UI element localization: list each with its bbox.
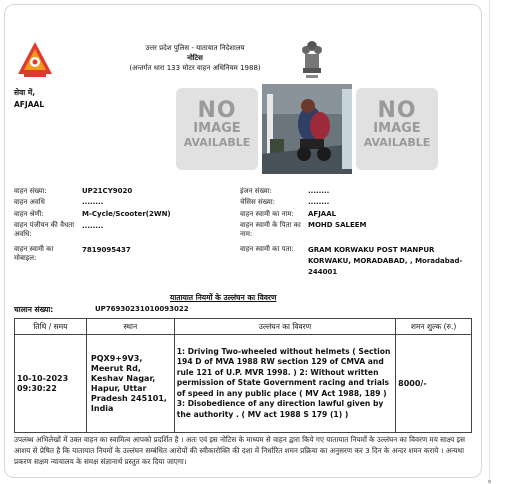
vehicle-period-value: ........ [82,198,104,206]
owner-mobile-label: वाहन स्वामी का मोबाइल: [14,245,54,262]
national-emblem-icon [300,38,324,82]
recipient-name: AFJAAL [14,100,45,109]
notice-footer-text: उपलब्ध अभिलेखों में उक्त वाहन का स्वामित्व आपको प्रदर्शित है । अतः एवं इस नोटिस के माध्यम से वाहन द्वारा किये गए यातायात नियमों के उल्लंघन का विवरण मय साक्ष्य इस आशय से प्रेषित है कि यातायात नियमों के उल्लंघन सम्बंधित आरोपों की स्वीकारोक्ति की दशा में निर्धारित शमन प्रक्रिया का अनुसरण कर 3 दिन के अन्दर शमन कराये । अन्यथा प्रकरण सक्षम न्यायालय के समक्ष संज्ञानार्थ प्रस्तुत कर दिया जाएगा। [14,435,465,466]
notice-title: नोटिस [187,54,203,62]
table-header-row [15,319,472,335]
no-image-placeholder-left: NO IMAGE AVAILABLE [176,88,258,170]
vehicle-number-label: वाहन संख्या: [14,187,47,195]
evidence-photo [262,84,352,174]
owner-address-label: वाहन स्वामी का पता: [240,245,294,253]
chassis-number-label: चेसिस संख्या: [240,198,276,206]
vehicle-category-label: वाहन श्रेणी: [14,210,44,218]
chassis-number-value: ........ [308,198,330,206]
challan-number-value: UP76930231010093022 [95,305,189,313]
up-police-logo-icon [16,40,54,78]
owner-name-value: AFJAAL [308,210,337,218]
engine-number-label: इंजन संख्या: [240,187,272,195]
col-fee-header: शमन शुल्क (रु.) [396,319,472,335]
violation-section-heading: यातायात नियमों के उल्लंघन का विवरण [170,293,277,302]
registration-validity-label: वाहन पंजीयन की वैधता अवधि: [14,221,75,238]
col-datetime-header: तिथि / समय [15,319,87,335]
notice-section: (अन्तर्गत धारा 133 मोटर वाहन अधिनियम 1988) [129,64,261,72]
vehicle-category-value: M-Cycle/Scooter(2WN) [82,210,171,218]
owner-address-value: GRAM KORWAKU POST MANPUR KORWAKU, MORADABAD, , Moradabad-244001 [308,246,463,276]
owner-name-label: वाहन स्वामी का नाम: [240,210,294,218]
vehicle-number-value: UP21CY9020 [82,187,133,195]
col-violation-header: उल्लंघन का विवरण [174,319,395,335]
owner-mobile-value: 7819095437 [82,246,131,254]
engine-number-value: ........ [308,187,330,195]
vehicle-period-label: वाहन अवधि [14,198,45,206]
violation-datetime: 10-10-2023 09:30:22 [15,335,87,433]
owner-father-value: MOHD SALEEM [308,221,367,229]
no-image-placeholder-right: NO IMAGE AVAILABLE [356,88,438,170]
col-place-header: स्थान [86,319,174,335]
table-row [15,335,472,433]
side-divider [489,0,490,484]
violation-table [14,318,472,433]
scroll-indicator [488,480,491,483]
notice-dept-title: उत्तर प्रदेश पुलिस - यातायात निदेशालय [145,44,245,52]
violation-place: PQX9+9V3, Meerut Rd, Keshav Nagar, Hapur, Uttar Pradesh 245101, India [86,335,174,433]
owner-father-label: वाहन स्वामी के पिता का नाम: [240,221,301,238]
recipient-label: सेवा में, [14,88,36,97]
violation-fee: 8000/- [396,335,472,433]
violation-details: 1: Driving Two-wheeled without helmets ( Section 194 D of MVA 1988 RW section 129 of CMVA and rule 121 of U.P. MVR 1998. ) 2: Without written permission of State Government racing and trials of speed in any public place ( MV Act 1988, 189 ) 3: Disobedience of any direction lawful given by the authority . ( MV act 1988 S 179 (1) ) [174,335,395,433]
challan-number-label: चालान संख्या: [14,305,54,314]
registration-validity-value: ........ [82,222,104,230]
